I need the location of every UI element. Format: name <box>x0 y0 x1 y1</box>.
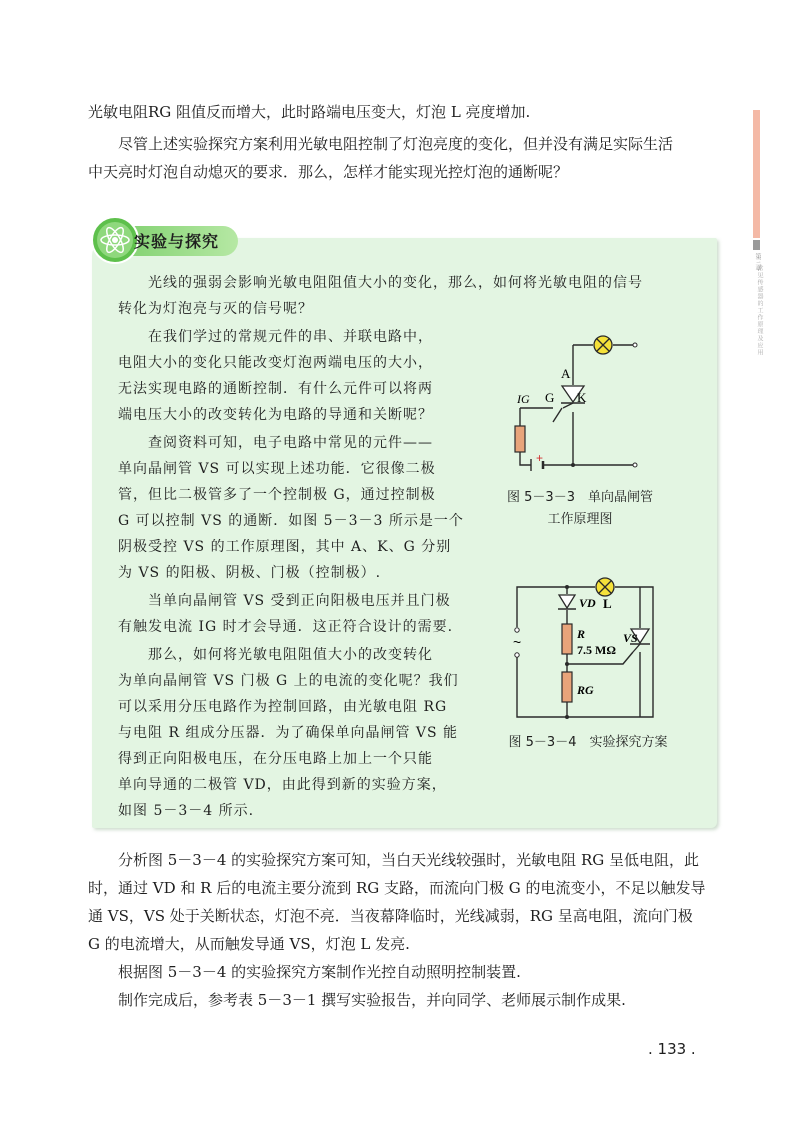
box-p5-line1: 那么，如何将光敏电阻阻值大小的改变转化 <box>148 647 433 663</box>
bottom-p1-line3: 通 VS，VS 处于关断状态，灯泡不亮．当夜幕降临时，光线减弱，RG 呈高电阻，流向门极 <box>88 907 693 925</box>
fig4-diode-triangle <box>559 595 575 608</box>
box-p5-line7: 如图 5－3－4 所示. <box>118 803 255 819</box>
box-p2-line1: 在我们学过的常规元件的串、并联电路中， <box>148 329 433 345</box>
fig4-terminal-bottom <box>515 653 519 657</box>
fig3-label-gate: G <box>545 390 555 405</box>
fig4-label-lamp: L <box>603 596 612 611</box>
box-p2-line2: 电阻大小的变化只能改变灯泡两端电压的大小， <box>118 355 433 371</box>
atom-icon <box>90 214 140 266</box>
box-p2-line4: 端电压大小的改变转化为电路的导通和关断呢？ <box>118 407 433 423</box>
box-p1-line2: 转化为灯泡亮与灭的信号呢？ <box>118 301 313 317</box>
fig3-junction <box>571 463 575 467</box>
box-p5-line3: 可以采用分压电路作为控制回路，由光敏电阻 RG <box>118 699 448 715</box>
bottom-p2: 根据图 5－3－4 的实验探究方案制作光控自动照明控制装置. <box>118 963 521 981</box>
bottom-p1-line1: 分析图 5－3－4 的实验探究方案可知，当白天光线较强时，光敏电阻 RG 呈低电阻，此 <box>118 851 699 869</box>
fig3-gate-lead <box>553 408 562 422</box>
box-p2-line3: 无法实现电路的通断控制．有什么元件可以将两 <box>118 381 433 397</box>
box-p4-line2: 有触发电流 IG 时才会导通．这正符合设计的需要. <box>118 619 454 635</box>
box-p3-line3: 管，但比二极管多了一个控制极 G，通过控制极 <box>118 487 436 503</box>
box-p4-line1: 当单向晶闸管 VS 受到正向阳极电压并且门极 <box>148 593 451 609</box>
fig4-junction-mid <box>565 662 569 666</box>
fig3-caption-line1: 图 5－3－3 单向晶闸管 <box>507 490 653 505</box>
side-chapter-title: 常见传感器的工作原理及应用 <box>756 265 763 356</box>
top-line-1: 光敏电阻RG 阻值反而增大，此时路端电压变大，灯泡 L 亮度增加. <box>88 103 531 121</box>
fig3-terminal-top <box>633 343 637 347</box>
box-p5-line4: 与电阻 R 组成分压器．为了确保单向晶闸管 VS 能 <box>118 725 459 741</box>
page-number: . 133 . <box>648 1040 696 1058</box>
fig4-resistor-r <box>562 624 572 654</box>
fig4-label-thyristor: VS <box>623 631 638 645</box>
fig3-resistor <box>515 426 525 452</box>
box-p5-line2: 为单向晶闸管 VS 门极 G 上的电流的变化呢？我们 <box>118 673 459 689</box>
fig4-thyristor-gate <box>633 644 640 652</box>
top-para2-line1: 尽管上述实验探究方案利用光敏电阻控制了灯泡亮度的变化，但并没有满足实际生活 <box>118 135 674 153</box>
box-p3-line5: 阴极受控 VS 的工作原理图，其中 A、K、G 分别 <box>118 539 452 555</box>
side-chapter-label: 第三章 <box>754 253 761 271</box>
fig4-junction-bottom <box>565 715 569 719</box>
box-p3-line6: 为 VS 的阳极、阴极、门极（控制极）. <box>118 565 382 581</box>
fig4-resistor-rg <box>562 672 572 702</box>
box-p3-line2: 单向晶闸管 VS 可以实现上述功能．它很像二极 <box>118 461 436 477</box>
box-p5-line5: 得到正向阳极电压，在分压电路上加上一个只能 <box>118 751 433 767</box>
experiment-header <box>90 214 240 266</box>
bottom-p1-line2: 时，通过 VD 和 R 后的电流主要分流到 RG 支路，而流向门极 G 的电流变小，不足以触发导 <box>88 879 706 897</box>
box-p1-line1: 光线的强弱会影响光敏电阻阻值大小的变化，那么，如何将光敏电阻的信号 <box>148 275 643 291</box>
fig3-label-cathode: K <box>577 390 587 405</box>
fig4-terminal-top <box>515 628 519 632</box>
box-p3-line4: G 可以控制 VS 的通断．如图 5－3－3 所示是一个 <box>118 513 464 529</box>
bottom-p3: 制作完成后，参考表 5－3－1 撰写实验报告，并向同学、老师展示制作成果. <box>118 991 626 1009</box>
box-p5-line6: 单向导通的二极管 VD，由此得到新的实验方案， <box>118 777 447 793</box>
fig3-terminal-bottom <box>633 463 637 467</box>
fig4-junction-top <box>565 585 569 589</box>
side-color-strip <box>753 110 760 238</box>
bottom-p1-line4: G 的电流增大，从而触发导通 VS，灯泡 L 发亮. <box>88 935 410 953</box>
fig3-label-anode: A <box>561 366 571 381</box>
fig4-label-photo: RG <box>577 683 594 697</box>
fig3-caption-line2: 工作原理图 <box>547 512 613 527</box>
fig4-label-resistance: 7.5 MΩ <box>577 643 616 657</box>
experiment-title: 实验与探究 <box>134 232 220 251</box>
figure-5-3-4 <box>505 572 665 722</box>
side-gray-mark <box>753 240 760 250</box>
box-p3-line1: 查阅资料可知，电子电路中常见的元件—— <box>148 435 433 451</box>
fig3-wire-left-lower <box>520 452 531 465</box>
figure-5-3-3 <box>505 330 655 475</box>
fig3-label-gate-current: IG <box>517 392 530 406</box>
fig4-caption: 图 5－3－4 实验探究方案 <box>508 735 668 750</box>
fig3-label-plus: + <box>536 451 544 465</box>
fig4-label-ac: ~ <box>513 634 522 650</box>
fig4-label-resistor: R <box>577 627 586 641</box>
fig4-label-diode: VD <box>579 596 596 610</box>
top-para2-line2: 中天亮时灯泡自动熄灭的要求．那么，怎样才能实现光控灯泡的通断呢？ <box>88 163 569 181</box>
